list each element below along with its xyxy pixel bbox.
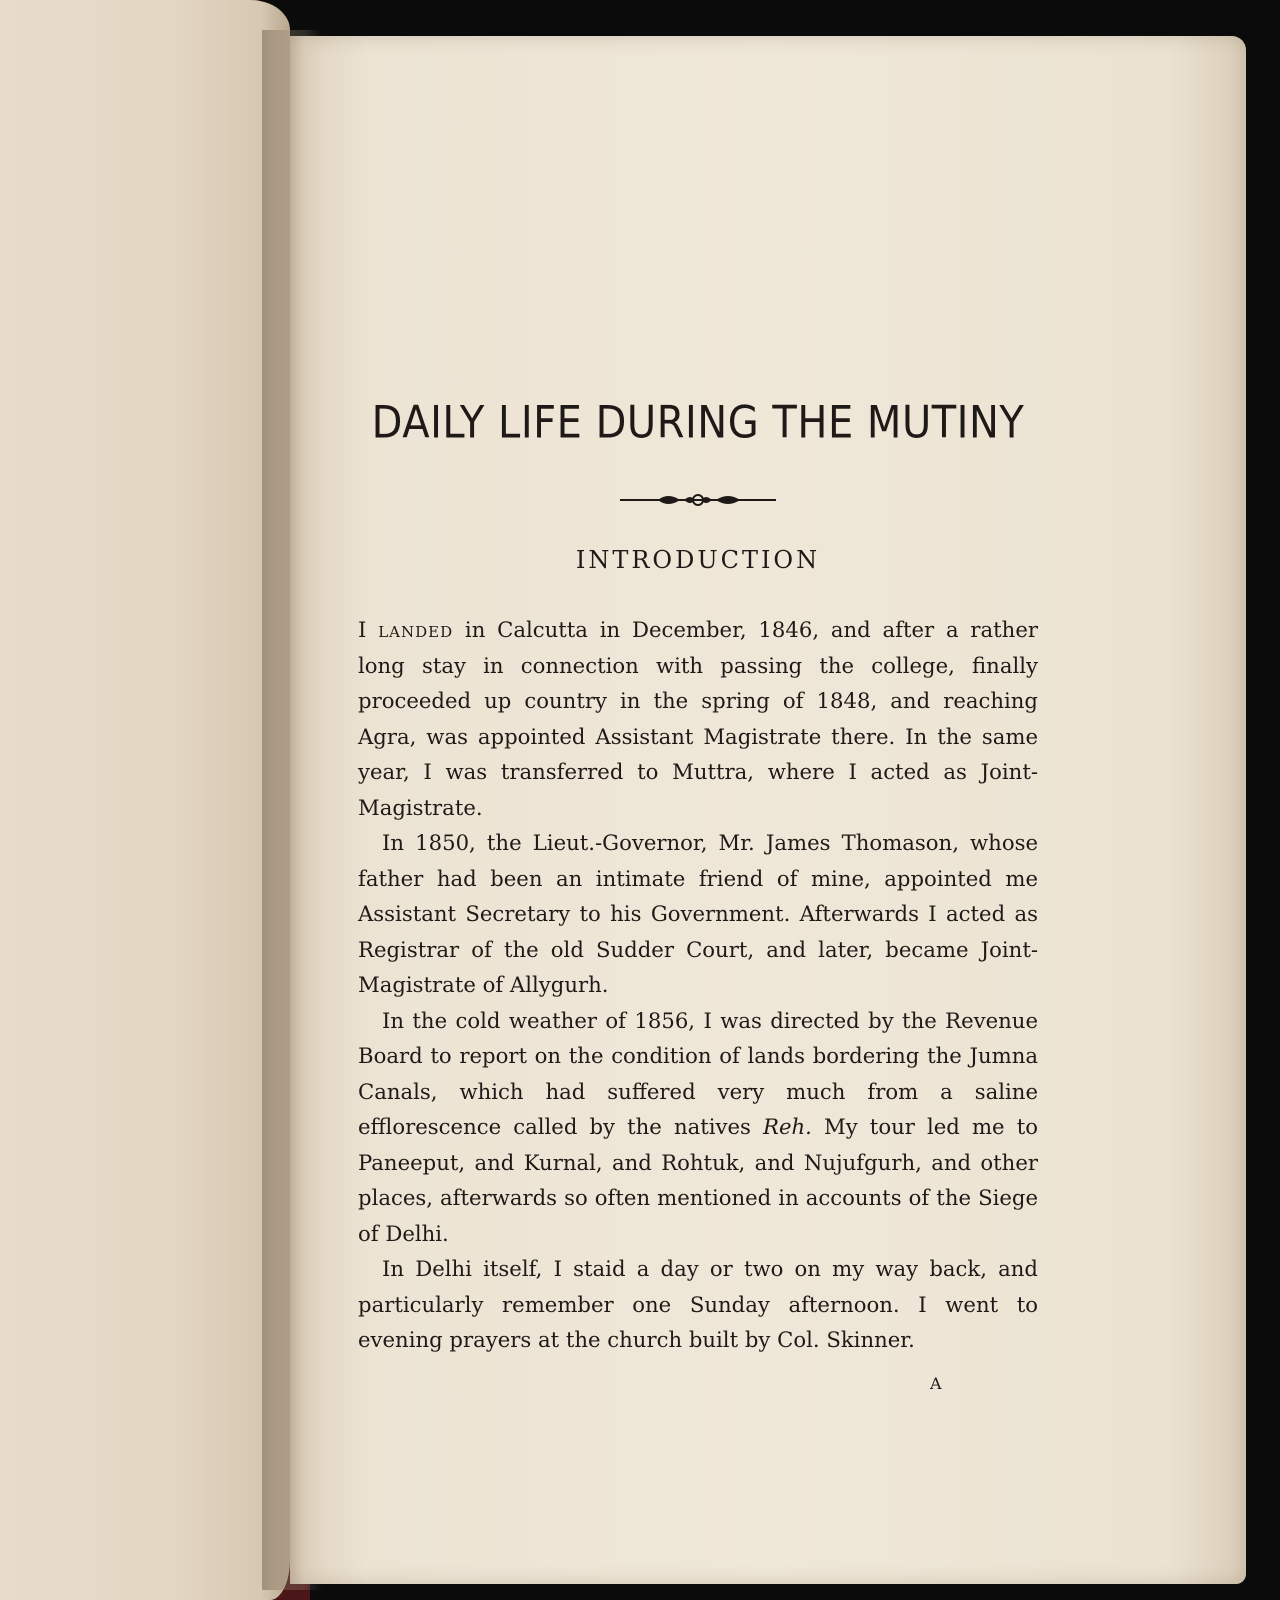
paragraph-1: [358, 612, 1038, 825]
paragraph-3-text-before: In the cold weather of 1856, I was directed by the Revenue Board to report on the condition of lands bordering the Jumna Canals, which had suffered very much from a saline efflorescence called by the natives: [358, 1007, 1038, 1139]
paragraph-3-text-after: My tour led me to Paneeput, and Kurnal, and Rohtuk, and Nujufgurh, and other places, afterwards so often mentioned in accounts of the Siege of Delhi.: [358, 1114, 1038, 1246]
section-heading: INTRODUCTION: [575, 546, 821, 574]
paragraph-2: In 1850, the Lieut.-Governor, Mr. James Thomason, whose father had been an intimate friend of mine, appointed me Assistant Secretary to his Government. Afterwards I acted as Registrar of the old Sudder Court, and later, became Joint-Magistrate of Allygurh.: [358, 830, 1038, 997]
paragraph-1-text: in Calcutta in December, 1846, and after a rather long stay in connection with passing the college, finally proceeded up country in the spring of 1848, and reaching Agra, was appointed Assistant Magistrate there. In the same year, I was transferred to Muttra, where I acted as Joint-Magistrate.: [358, 617, 1038, 820]
signature-mark: A: [930, 1374, 942, 1393]
left-page: [0, 0, 290, 1600]
paragraph-3: [358, 1003, 1038, 1252]
paragraph-4: In Delhi itself, I staid a day or two on my way back, and particularly remember one Sunday afternoon. I went to evening prayers at the church built by Col. Skinner.: [358, 1256, 1038, 1352]
page-content: [358, 397, 1038, 1358]
lead-smallcaps: landed: [378, 617, 454, 642]
chapter-title: DAILY LIFE DURING THE MUTINY: [371, 397, 1025, 449]
italic-term: Reh.: [763, 1114, 812, 1139]
body-text: [358, 612, 1038, 1358]
decorative-rule-ornament-icon: [358, 490, 1038, 510]
page-gutter-shadow: [262, 30, 322, 1590]
lead-word: I: [358, 617, 367, 642]
